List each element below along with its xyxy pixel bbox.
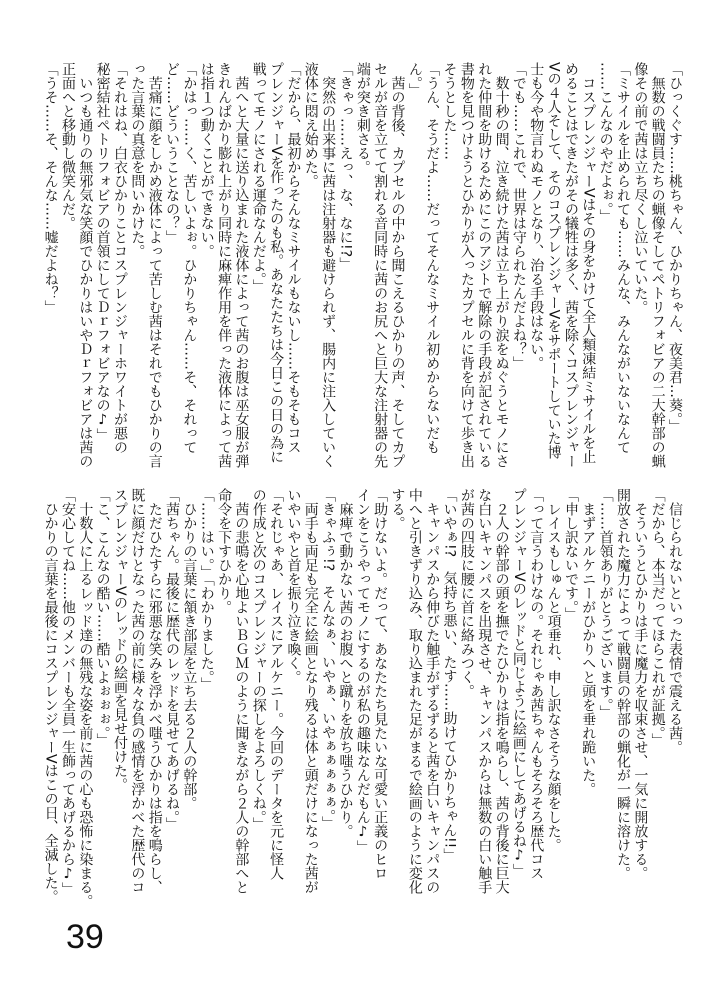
text-line: 中へと引きずり込み、取り込まれた足がまるで絵画のように変化 <box>406 488 423 894</box>
text-block-top <box>38 62 683 482</box>
text-line: 端が突き刺さる。 <box>354 62 371 174</box>
text-line: 「こ、こんなの酷い……酷いよぉぉぉ。」 <box>94 488 111 747</box>
text-line: 苦痛に顔をしかめ液体によって苦しむ茜はそれでもひかりの言 <box>146 62 163 468</box>
text-line: 士も今や物言わぬモノとなり、治る手段はない。 <box>528 62 545 370</box>
text-line: レイスもしゅんと項垂れ、申し訳なさそうな顔をした。 <box>545 488 562 852</box>
text-line: 「それじゃあ、レイスにアルケニー。今回のデータを元に怪人 <box>268 488 285 880</box>
text-line: する。 <box>389 488 406 530</box>
text-line: 「きゃふぅ!? そんなぁ、いやぁ、いやぁぁぁぁぁ。」 <box>320 488 337 831</box>
text-line: 無数の戦闘員たちの蝋像そしてペトリフォビアの二大幹部の蝋 <box>649 62 666 468</box>
text-line: インをこうやってモノにするのが私の趣味なんだもん♪」 <box>354 488 371 854</box>
text-line: ど……どういうことなの？」 <box>164 62 181 244</box>
text-line: れた仲間を助けるためにこのアジトで解除の手段が記されている <box>476 62 493 468</box>
text-line: 既に顔だけとなった茜の前に様々な負の感情を浮かべた歴代のコ <box>129 488 146 894</box>
text-line: な白いキャンパスを出現させ、キャンパスからは無数の白い触手 <box>476 488 493 894</box>
text-line: 書物を見つけようとひかりが入ったカプセルに背を向けて歩き出 <box>458 62 475 468</box>
text-line: プレンジャーVを作ったのも私。あなたたちは今日この日の為に <box>268 62 285 464</box>
text-line: 「それはね、白衣ひかりことコスプレンジャーホワイトが悪の <box>112 62 128 454</box>
text-line: 十数人に上るレッド達の無残な姿を前に茜の心も恐怖に染まる。 <box>77 488 94 908</box>
text-line: スプレンジャーVのレッドの絵画を見せ付けた。 <box>112 488 128 792</box>
text-line: った言葉の真意を問いかけた。 <box>129 62 146 258</box>
text-line: 突然の出来事に茜は注射器も避けられず、腸内に注入していく <box>320 62 337 468</box>
text-line: 「って言うわけなの。それじゃあ茜ちゃんもそろそろ歴代コス <box>528 488 545 880</box>
text-line: 茜の背後、カプセルの中から聞こえるひかりの声、そしてカプ <box>389 62 406 468</box>
text-line: 「きゃっ……えっ、な、なに!?」 <box>337 62 354 272</box>
text-line: は指１つ動くことができない。 <box>198 62 215 258</box>
text-line: 「助けないよ。だって、あなたたち見たいな可愛い正義のヒロ <box>372 488 389 880</box>
text-line: 像その前で茜は立ち尽くし泣いていた。 <box>632 62 649 314</box>
text-line: 正面へと移動し微笑んだ。 <box>59 62 76 230</box>
text-line: 茜へと大量に送り込まれた液体によって茜のお腹は巫女服が弾 <box>233 62 250 468</box>
text-line: 麻痺で動かない茜のお腹へと蹴りを放ち嗤うひかり。 <box>337 488 354 838</box>
text-line: 「……首領ありがとうございます。」 <box>597 488 614 719</box>
text-line: 「だから、最初からそんなミサイルもないし……そもそもコス <box>285 62 302 454</box>
text-block-bottom <box>38 488 683 908</box>
text-line: セルが音を立てて割れる音同時に茜のお尻へと巨大な注射器の先 <box>372 62 389 468</box>
text-line: 命令を下すひかり。 <box>216 488 233 614</box>
text-line: 「でも……これで、世界は守られたんだよね？」 <box>510 62 527 370</box>
text-line: ただひたすらに邪悪な笑みを浮かべ嗤うひかりは指を鳴らし、 <box>146 488 163 894</box>
text-line: ２人の幹部の頭を撫でたひかりは指を鳴らし、茜の背後に巨大 <box>493 488 510 894</box>
text-line: 「茜ちゃん。最後に歴代のレッドを見せてあげるね。」 <box>164 488 181 831</box>
text-line: ひかりの言葉を最後にコスプレンジャーVはこの日、全滅した。 <box>42 488 59 904</box>
text-line: 「……はい。」「わかりました。」 <box>198 488 215 691</box>
text-line: いつも通りの無邪気な笑顔でひかりはいやＤｒフォビアは茜の <box>77 62 94 468</box>
text-line: コスプレンジャーVはその身をかけて全人類凍結ミサイルを止 <box>580 62 597 464</box>
text-line: 「だから、本当だってほらこれが証拠。」 <box>649 488 666 747</box>
text-line: 「ひっくぐす……桃ちゃん、ひかりちゃん、夜美君…葵。」 <box>667 62 683 433</box>
text-line: 戦ってモノにされる運命なんだよ。」 <box>250 62 267 293</box>
text-line: 「申し訳ないです。」 <box>562 488 579 621</box>
text-line: そういうとひかりは手に魔力を収束させ、一気に開放する。 <box>632 488 649 880</box>
text-line: 秘密結社ペトリフォビアの首領にしてＤｒフォビアなの♪」 <box>94 62 111 442</box>
text-line: 「安心してね……他のメンバーも全員一生飾ってあげるから♪」 <box>59 488 76 896</box>
text-line: めることはできたがその犠牲は多く、茜を除くコスプレンジャー <box>562 62 579 468</box>
text-line: 液体に悶え始めた。 <box>302 62 319 188</box>
text-line: 「うん、そうだよ……だってそんなミサイル初めからないだも <box>424 62 441 454</box>
text-line: 数十秒の間、泣き続けた茜は立ち上がり涙をぬぐうとモノにさ <box>493 62 510 468</box>
text-line: プレンジャーVのレッドと同じように絵画にしてあげるね♪」 <box>510 488 527 878</box>
text-line: そうとした…… <box>441 62 458 160</box>
text-line: 「ミサイルを止められても……みんな、みんながいないなんて <box>614 62 631 454</box>
text-line: きれんばかり膨れ上がり同時に麻痺作用を伴った液体によって茜 <box>216 62 233 468</box>
page-number: 39 <box>66 918 104 956</box>
text-line: いやいやと首を振り泣き喚く。 <box>285 488 302 684</box>
text-line: 「いやぁ!? 気持ち悪い、たす……助けてひかりちゃん!!」 <box>441 488 458 863</box>
text-line: 茜の悲鳴を心地よいＢＧＭのように聞きながら２人の幹部へと <box>233 488 250 894</box>
text-line: 「うそ……そ、そんな……嘘だよね？」 <box>42 62 59 314</box>
text-line: の作成と次のコスプレンジャーの探しをよろしくね。」 <box>250 488 267 831</box>
text-line: 開放された魔力によって戦闘員の幹部の蝋化が一瞬に溶けた。 <box>614 488 631 880</box>
text-line: 「かはっ……く、苦しいよぉ。ひかりちゃん……そ、それって <box>181 62 198 454</box>
text-line: ひかりの言葉に頷き部屋を立ち去る２人の幹部。 <box>181 488 198 810</box>
text-line: ……こんなのやだよぉ。」 <box>597 62 614 223</box>
text-line: 両手も両足も完全に絵画となり残るは体と頭だけになった茜が <box>302 488 319 894</box>
text-line: Vの４人そして、そのコスプレンジャーVをサポートしていた博 <box>545 62 562 460</box>
text-line: が茜の四肢に腰に首に絡みつく。 <box>458 488 475 698</box>
text-line: キャンパスから伸びた触手がずるずると茜を白いキャンパスの <box>424 488 441 894</box>
text-line: 信じられないといった表情で震える茜。 <box>667 488 683 754</box>
text-line: ん。」 <box>406 62 423 97</box>
text-line: まずアルケニーがひかりへと頭を垂れ跪いた。 <box>580 488 597 796</box>
